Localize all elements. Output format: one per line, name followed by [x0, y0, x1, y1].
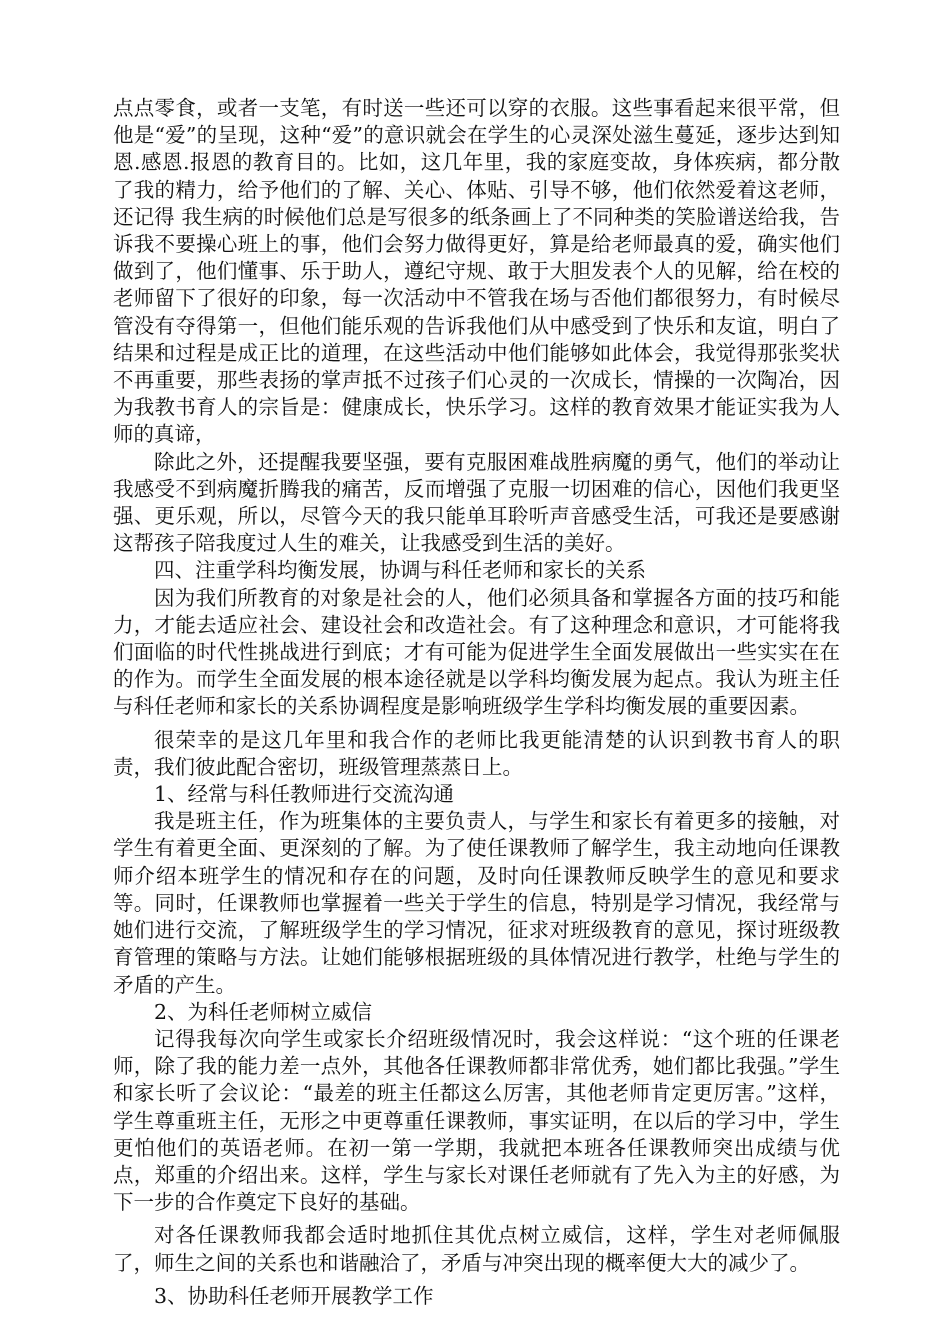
- paragraph-balanced-development: 因为我们所教育的对象是社会的人，他们必须具备和掌握各方面的技巧和能力，才能去适应社会、建设社会和改造社会。有了这种理念和意识，才可能将我们面临的时代性挑战进行到底；才有可能为促进学生全面发展做出一些实实在在的作为。而学生全面发展的根本途径就是以学科均衡发展为起点。我认为班主任与科任老师和家长的关系协调程度是影响班级学生学科均衡发展的重要因素。: [113, 585, 840, 719]
- paragraph-harmony: 对各任课教师我都会适时地抓住其优点树立威信，这样，学生对老师佩服了，师生之间的关系也和谐融洽了，矛盾与冲突出现的概率便大大的减少了。: [113, 1223, 840, 1275]
- subheading-communication: 1、经常与科任教师进行交流沟通: [154, 782, 455, 807]
- document-page: [113, 95, 840, 1310]
- paragraph-communication: 我是班主任，作为班集体的主要负责人，与学生和家长有着更多的接触，对学生有着更全面、更深刻的了解。为了使任课教师了解学生，我主动地向任课教师介绍本班学生的情况和存在的问题，及时向任课教师反映学生的意见和要求等。同时，任课教师也掌握着一些关于学生的信息，特别是学习情况，我经常与她们进行交流，了解班级学生的学习情况，征求对班级教育的意见，探讨班级教育管理的策略与方法。让她们能够根据班级的具体情况进行教学，杜绝与学生的矛盾的产生。: [113, 809, 840, 997]
- paragraph-prestige: 记得我每次向学生或家长介绍班级情况时，我会这样说：“这个班的任课老师，除了我的能力差一点外，其他各任课教师都非常优秀，她们都比我强。”学生和家长听了会议论：“最差的班主任都这么厉害，其他老师肯定更厉害。”这样，学生尊重班主任，无形之中更尊重任课教师，事实证明，在以后的学习中，学生更怕他们的英语老师。在初一第一学期，我就把本班各任课教师突出成绩与优点，郑重的介绍出来。这样，学生与家长对课任老师就有了先入为主的好感，为下一步的合作奠定下良好的基础。: [113, 1026, 840, 1215]
- subheading-prestige: 2、为科任老师树立威信: [154, 999, 373, 1024]
- paragraph-resilience: 除此之外，还提醒我要坚强，要有克服困难战胜病魔的勇气，他们的举动让我感受不到病魔折腾我的痛苦，反而增强了克服一切困难的信心，因他们我更坚强、更乐观，所以，尽管今天的我只能单耳聆听声音感受生活，可我还是要感谢这帮孩子陪我度过人生的难关，让我感受到生活的美好。: [113, 449, 840, 556]
- section-heading-four: 四、注重学科均衡发展，协调与科任老师和家长的关系: [154, 558, 646, 583]
- subheading-assist-teaching: 3、协助科任老师开展教学工作: [154, 1283, 434, 1308]
- paragraph-cooperation: 很荣幸的是这几年里和我合作的老师比我更能清楚的认识到教书育人的职责，我们彼此配合密切，班级管理蒸蒸日上。: [113, 727, 840, 779]
- paragraph-continuation: 点点零食，或者一支笔，有时送一些还可以穿的衣服。这些事看起来很平常，但他是“爱”的呈现，这种“爱”的意识就会在学生的心灵深处滋生蔓延，逐步达到知恩.感恩.报恩的教育目的。比如，这几年里，我的家庭变故，身体疾病，都分散了我的精力，给予他们的了解、关心、体贴、引导不够，他们依然爱着这老师，还记得 我生病的时候他们总是写很多的纸条画上了不同种类的笑脸谱送给我，告诉我不要操心班上的事，他们会努力做得更好，算是给老师最真的爱，确实他们做到了，他们懂事、乐于助人，遵纪守规、敢于大胆发表个人的见解，给在校的老师留下了很好的印象，每一次活动中不管我在场与否他们都很努力，有时候尽管没有夺得第一，但他们能乐观的告诉我他们从中感受到了快乐和友谊，明白了结果和过程是成正比的道理，在这些活动中他们能够如此体会，我觉得那张奖状不再重要，那些表扬的掌声抵不过孩子们心灵的一次成长，情操的一次陶冶，因为我教书育人的宗旨是：健康成长，快乐学习。这样的教育效果才能证实我为人师的真谛，: [113, 96, 840, 447]
